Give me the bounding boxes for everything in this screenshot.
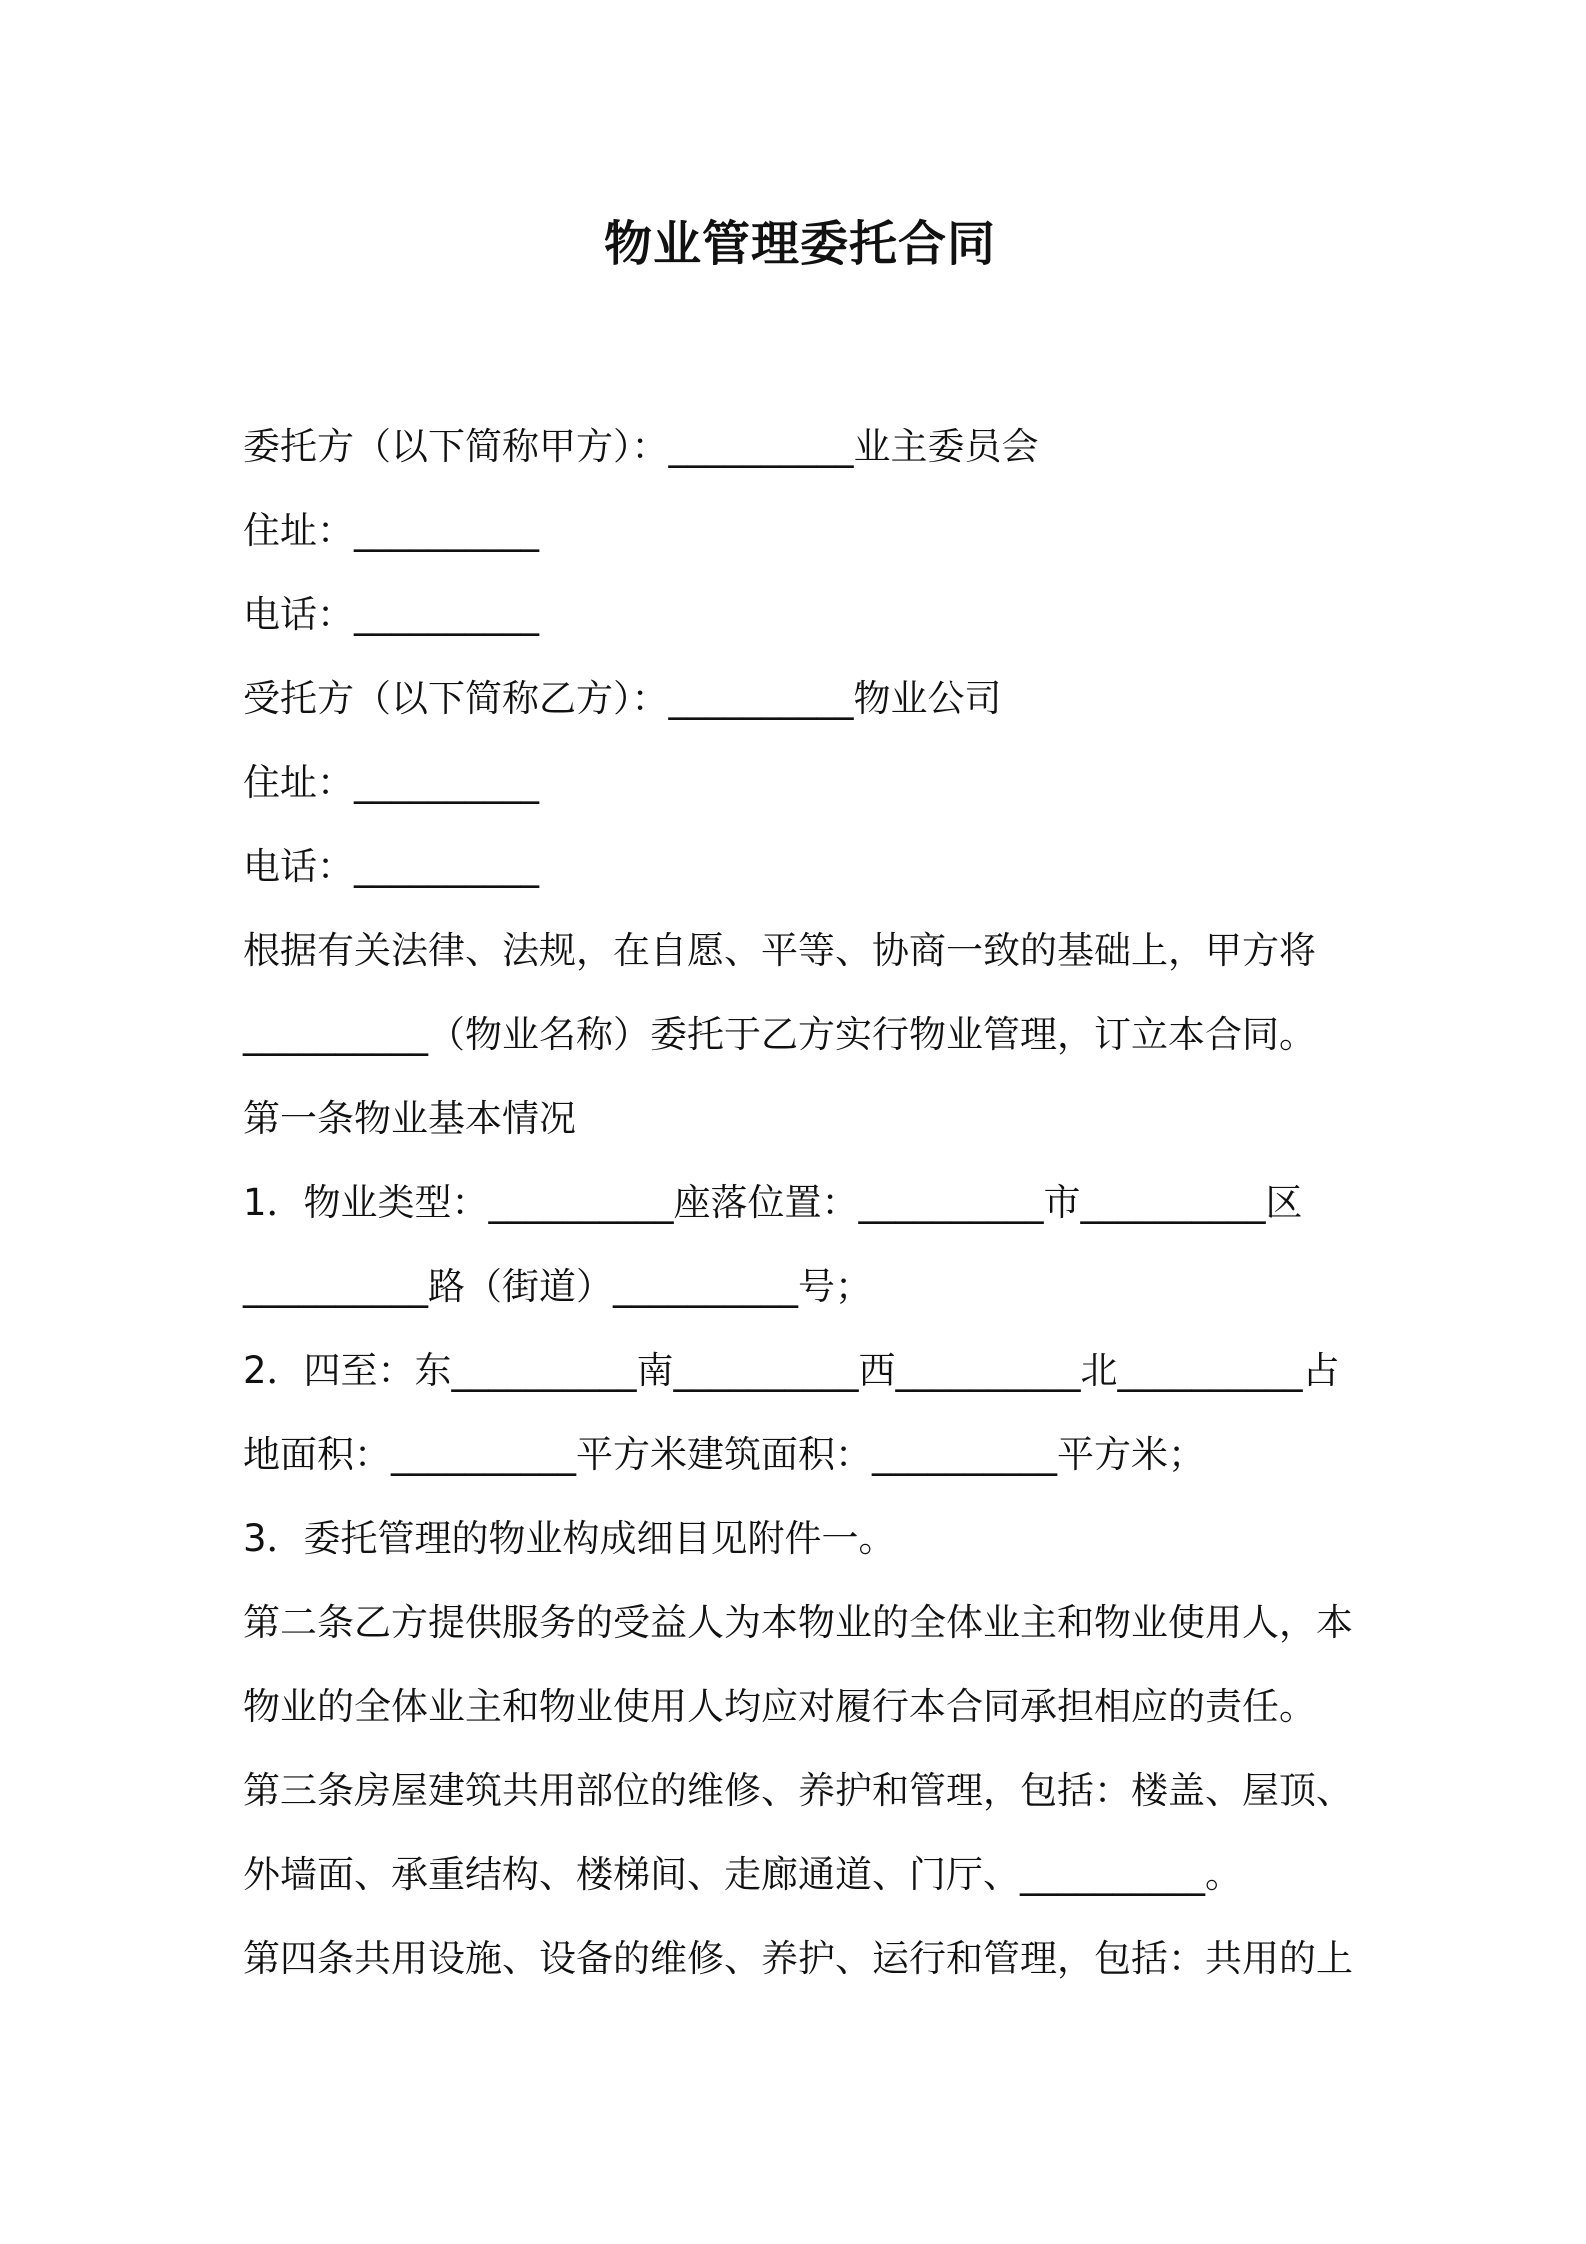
- article-3-line-1: 第三条房屋建筑共用部位的维修、养护和管理，包括：楼盖、屋顶、: [243, 1769, 1353, 1812]
- party-b-phone-line: 电话：__________: [243, 845, 539, 888]
- article-4-line-1: 第四条共用设施、设备的维修、养护、运行和管理，包括：共用的上: [243, 1937, 1353, 1980]
- article-3-line-2: 外墙面、承重结构、楼梯间、走廊通道、门厅、__________。: [243, 1853, 1242, 1896]
- contract-body: [243, 405, 1363, 2001]
- article-2-line-2: 物业的全体业主和物业使用人均应对履行本合同承担相应的责任。: [243, 1685, 1316, 1728]
- party-b-name-line: 受托方（以下简称乙方）：__________物业公司: [243, 677, 1002, 720]
- party-a-address-line: 住址：__________: [243, 509, 539, 552]
- party-a-phone-line: 电话：__________: [243, 593, 539, 636]
- article-1-item-2-line-1: 2．四至：东__________南__________西__________北__________占: [243, 1349, 1340, 1392]
- article-1-item-2-line-2: 地面积：__________平方米建筑面积：__________平方米；: [243, 1433, 1205, 1476]
- party-b-address-line: 住址：__________: [243, 761, 539, 804]
- document-title: 物业管理委托合同: [603, 216, 996, 272]
- article-1-item-1-line-1: 1．物业类型：__________座落位置：__________市__________区: [243, 1181, 1303, 1224]
- preamble-line-2: __________（物业名称）委托于乙方实行物业管理，订立本合同。: [243, 1013, 1316, 1056]
- article-1-item-1-line-2: __________路（街道）__________号；: [243, 1265, 872, 1308]
- article-1-item-3: 3．委托管理的物业构成细目见附件一。: [243, 1517, 896, 1560]
- preamble-line-1: 根据有关法律、法规，在自愿、平等、协商一致的基础上，甲方将: [243, 929, 1316, 972]
- article-1-heading: 第一条物业基本情况: [243, 1097, 576, 1140]
- article-2-line-1: 第二条乙方提供服务的受益人为本物业的全体业主和物业使用人，本: [243, 1601, 1353, 1644]
- party-a-name-line: 委托方（以下简称甲方）：__________业主委员会: [243, 425, 1039, 468]
